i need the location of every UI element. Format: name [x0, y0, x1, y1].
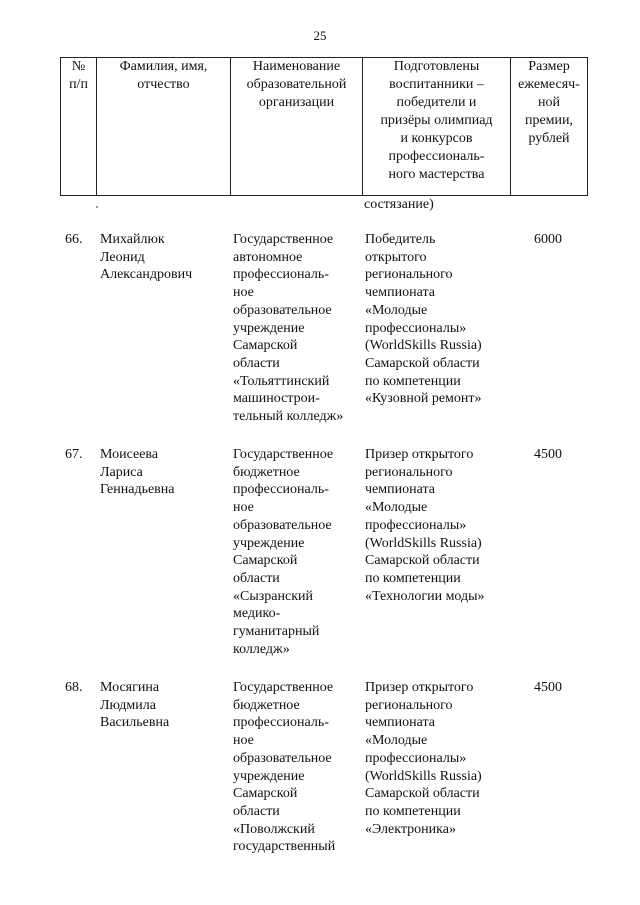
achievement-description: Призер открытого регионального чемпионата «Молодые профессионалы» (WorldSkills Russia) Самарской области по компетенции «Технологии моды»: [365, 447, 485, 604]
header-number: № п/п: [61, 58, 97, 196]
achievement-description: Победитель открытого регионального чемпионата «Молодые профессионалы» (WorldSkills Russia) Самарской области по компетенции «Кузовной ремонт»: [365, 232, 482, 407]
row-number: 68.: [65, 680, 83, 695]
row-number: 66.: [65, 232, 83, 247]
scan-speck: [96, 206, 98, 208]
header-organization: Наименование образовательной организации: [231, 58, 363, 196]
header-full-name: Фамилия, имя, отчество: [97, 58, 231, 196]
header-achievement: Подготовлены воспитанники – победители и призёры олимпиад и конкурсов профессиональ- ного мастерства: [363, 58, 511, 196]
table-header: [60, 57, 588, 196]
header-bonus-amount: Размер ежемесяч- ной премии, рублей: [511, 58, 588, 196]
organization-name: Государственное автономное профессиональ- ное образовательное учреждение Самарской области «Тольяттинский машинострои- тельный колледж»: [233, 232, 344, 425]
person-name: Моисеева Лариса Геннадьевна: [100, 447, 175, 498]
bonus-amount: 4500: [534, 447, 562, 462]
person-name: Михайлюк Леонид Александрович: [100, 232, 193, 283]
organization-name: Государственное бюджетное профессиональ- ное образовательное учреждение Самарской области «Сызранский медико- гуманитарный колледж»: [233, 447, 334, 657]
page-number: 25: [313, 28, 327, 43]
row-number: 67.: [65, 447, 83, 462]
organization-name: Государственное бюджетное профессиональ- ное образовательное учреждение Самарской области «Поволжский государственный: [233, 680, 336, 855]
person-name: Мосягина Людмила Васильевна: [100, 680, 170, 731]
carryover-text: состязание): [364, 197, 434, 212]
bonus-amount: 6000: [534, 232, 562, 247]
achievement-description: Призер открытого регионального чемпионата «Молодые профессионалы» (WorldSkills Russia) Самарской области по компетенции «Электроника»: [365, 680, 482, 837]
bonus-amount: 4500: [534, 680, 562, 695]
